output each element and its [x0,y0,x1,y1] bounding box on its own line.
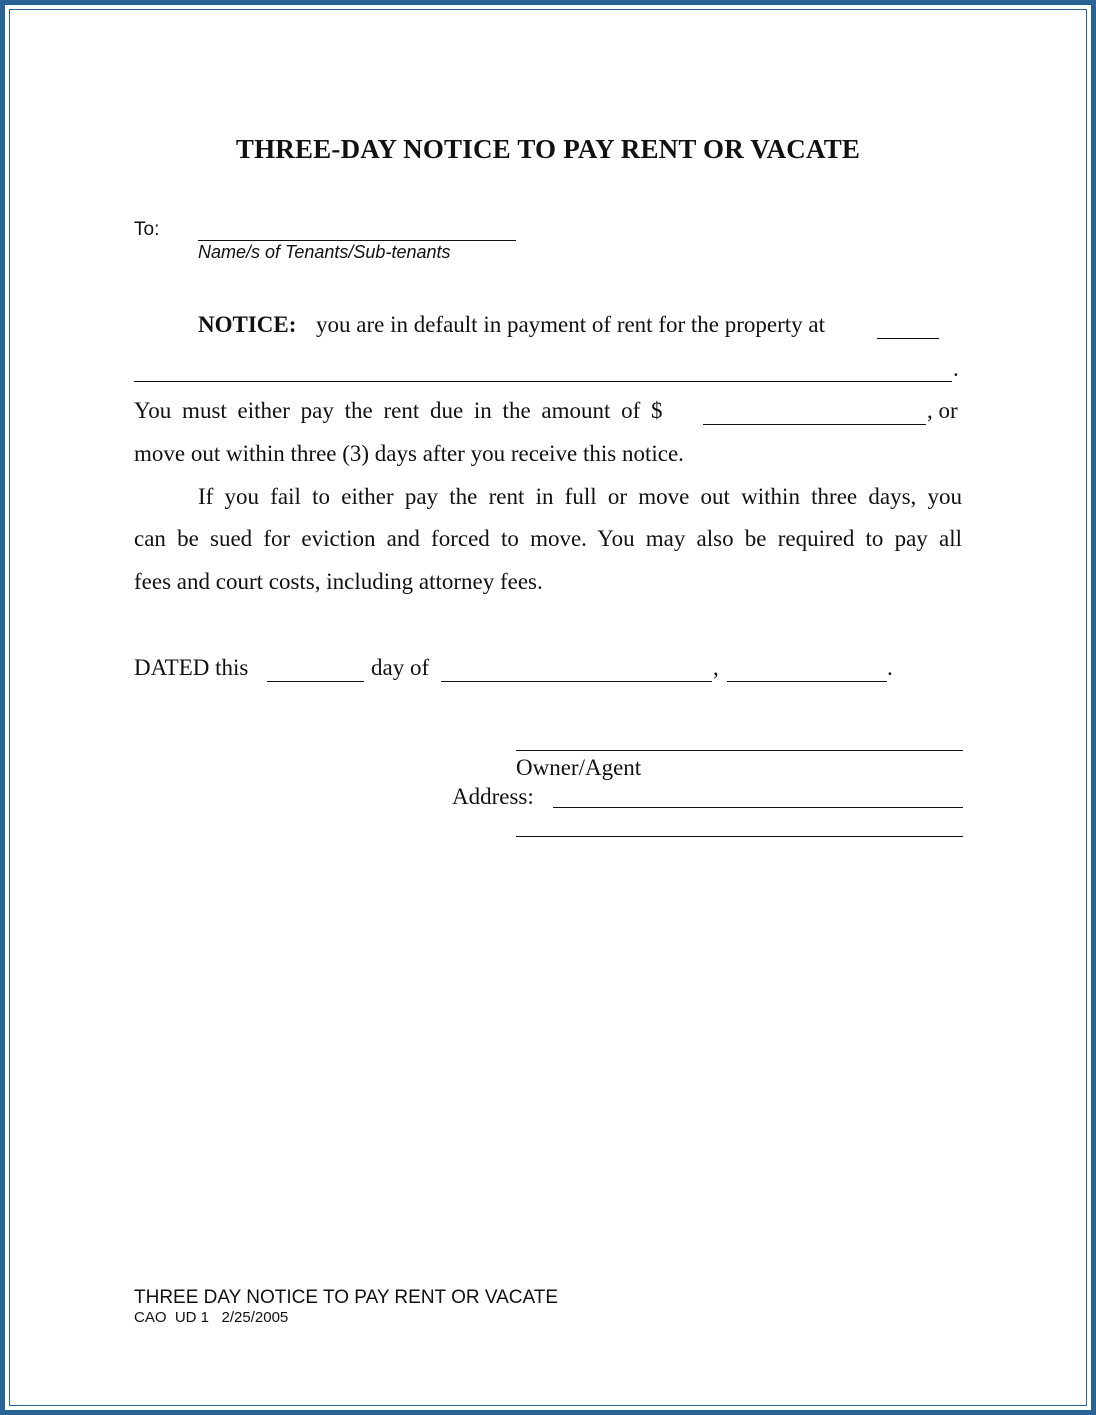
move-out-text: move out within three (3) days after you receive this notice. [134,441,684,466]
warning-line-1: If you fail to either pay the rent in full or move out within three days, you [198,484,962,509]
date-comma: , [713,655,719,680]
property-period: . [953,356,959,381]
footer-code: CAO UD 1 2/25/2005 [134,1309,289,1326]
owner-signature-field[interactable] [516,750,963,751]
to-label: To: [134,219,160,240]
warning-line-3: fees and court costs, including attorney fees. [134,569,543,594]
day-of-label: day of [371,655,430,680]
property-address-field-2[interactable] [134,381,952,382]
notice-label: NOTICE: [198,312,297,337]
warning-line-2: can be sued for eviction and forced to move. You may also be required to pay all [134,526,962,551]
rent-amount-field[interactable] [703,424,926,425]
date-period: . [887,655,893,680]
owner-agent-label: Owner/Agent [516,755,642,780]
page-inner-border [9,9,1087,1406]
dated-label: DATED this [134,655,249,680]
tenant-name-field[interactable] [198,240,516,241]
footer-title: THREE DAY NOTICE TO PAY RENT OR VACATE [134,1287,559,1308]
tenant-caption: Name/s of Tenants/Sub-tenants [198,242,451,262]
pay-text: You must either pay the rent due in the amount of $ [134,398,663,423]
property-address-field-1[interactable] [877,338,939,339]
day-field[interactable] [267,681,364,682]
year-field[interactable] [727,681,887,682]
address-label: Address: [452,784,534,809]
document-title: THREE-DAY NOTICE TO PAY RENT OR VACATE [235,134,861,164]
month-field[interactable] [441,681,712,682]
owner-address-field-2[interactable] [516,836,963,837]
pay-or: , or [927,398,958,423]
owner-address-field-1[interactable] [553,807,963,808]
notice-text: you are in default in payment of rent for the property at [316,312,826,337]
